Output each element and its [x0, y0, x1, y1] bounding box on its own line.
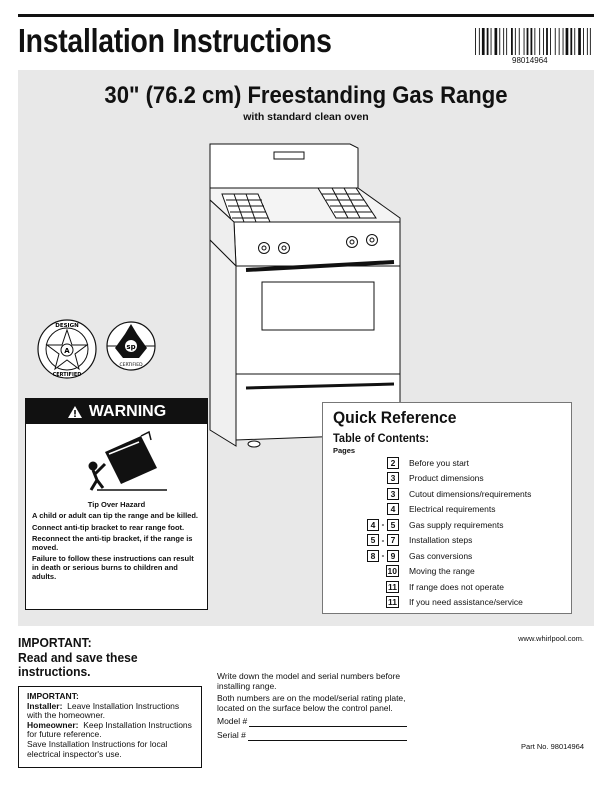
warning-paragraph: A child or adult can tip the range and be killed. [32, 511, 198, 520]
barcode-bar [583, 28, 584, 55]
page-range-dash: - [381, 535, 385, 545]
barcode-bar [506, 28, 507, 55]
warning-header [26, 399, 207, 424]
important-heading [18, 636, 138, 680]
important-heading-line: instructions. [18, 664, 91, 679]
page-end: 9 [387, 550, 399, 562]
warning-heading: WARNING [88, 402, 167, 420]
quick-reference-box [322, 402, 572, 614]
toc-pages [323, 457, 399, 469]
toc-pages [323, 503, 399, 515]
warning-box [25, 398, 208, 610]
barcode-bar [531, 28, 533, 55]
barcode-bar [487, 28, 489, 55]
barcode-bar [587, 28, 588, 55]
toc-list [323, 455, 573, 610]
installer-note [27, 702, 193, 721]
toc-item-label: Gas conversions [409, 550, 473, 561]
page-range-dash: - [381, 551, 385, 561]
toc-pages [323, 534, 399, 546]
toc-item-label: Product dimensions [409, 473, 484, 484]
toc-pages [323, 488, 399, 500]
page-start: 4 [387, 503, 399, 515]
toc-item-label: If range does not operate [409, 581, 504, 592]
product-subtitle: with standard clean oven [243, 111, 369, 123]
toc-item-label: Installation steps [409, 535, 473, 546]
warning-paragraph: Connect anti-tip bracket to rear range foot. [32, 522, 185, 532]
design-certified-seal-icon [36, 318, 98, 380]
barcode-number: 98014964 [512, 56, 548, 65]
toc-row [323, 486, 573, 502]
model-number-field[interactable] [217, 717, 407, 727]
barcode-bar [590, 28, 591, 55]
record-instruction: Both numbers are on the model/serial rating plate, located on the surface below the control panel. [217, 693, 406, 713]
important-heading-line: Read and save these [18, 649, 138, 665]
inspector-note: Save Installation Instructions for local electrical inspector's use. [27, 738, 168, 759]
serial-number-field[interactable] [217, 731, 407, 741]
toc-pages [323, 519, 399, 531]
warning-paragraph: Failure to follow these instructions can result in death or serious burns to children and adults. [32, 554, 194, 581]
toc-row [323, 595, 573, 611]
page-start: 11 [388, 581, 397, 592]
barcode-bar [566, 28, 569, 55]
page-range-dash: - [381, 520, 385, 530]
serial-line[interactable] [248, 732, 407, 741]
hazard-title: Tip Over Hazard [87, 500, 146, 509]
svg-text:A: A [64, 347, 70, 355]
warning-paragraph: Reconnect the anti-tip bracket, if the range is moved. [32, 534, 193, 552]
barcode-bar [503, 28, 504, 55]
product-title: 30" (76.2 cm) Freestanding Gas Range [104, 82, 508, 109]
toc-item-label: Moving the range [409, 566, 475, 577]
toc-row [323, 455, 573, 471]
barcode [474, 28, 592, 55]
barcode-bar [524, 28, 525, 55]
barcode-bar [527, 28, 529, 55]
barcode-bar [499, 28, 500, 55]
notice-heading: IMPORTANT: [27, 691, 79, 701]
part-number: Part No. 98014964 [521, 742, 584, 751]
homeowner-note [27, 721, 193, 740]
page-start: 5 [367, 534, 379, 546]
toc-pages [323, 565, 399, 577]
barcode-bar [479, 28, 480, 55]
toc-row [323, 564, 573, 580]
pages-label: Pages [333, 446, 356, 455]
barcode-bar [543, 28, 544, 55]
toc-pages [323, 472, 399, 484]
seal-text-top: DESIGN [55, 323, 79, 329]
toc-item-label: Before you start [409, 457, 470, 468]
model-line[interactable] [249, 718, 407, 727]
csa-certified-seal-icon [103, 318, 159, 374]
barcode-bar [491, 28, 492, 55]
page-start: 4 [367, 519, 379, 531]
header-rule [18, 14, 594, 17]
barcode-bar [578, 28, 581, 55]
toc-pages [323, 550, 399, 562]
toc-item-label: If you need assistance/service [409, 597, 523, 608]
toc-row [323, 533, 573, 549]
important-notice-box [18, 686, 202, 768]
page-start: 8 [367, 550, 379, 562]
toc-item-label: Electrical requirements [409, 504, 496, 515]
toc-row [323, 471, 573, 487]
barcode-bar [495, 28, 498, 55]
toc-item-label: Gas supply requirements [409, 519, 504, 530]
warning-triangle-icon [67, 405, 83, 419]
csa-seal-text: CERTIFIED [119, 363, 143, 368]
page-start: 10 [387, 566, 397, 577]
page-end: 5 [387, 519, 399, 531]
barcode-bar [534, 28, 535, 55]
barcode-bar [550, 28, 551, 55]
toc-pages [323, 581, 399, 593]
page-start: 11 [388, 597, 397, 608]
barcode-bar [539, 28, 540, 55]
barcode-bar [519, 28, 520, 55]
model-label: Model # [217, 716, 248, 727]
toc-row [323, 548, 573, 564]
toc-row [323, 579, 573, 595]
important-heading-line: IMPORTANT: [18, 635, 92, 650]
barcode-bar [570, 28, 572, 55]
barcode-bar [475, 28, 476, 55]
toc-pages [323, 596, 399, 608]
homeowner-text: Keep Installation Instructions for future reference. [27, 719, 192, 740]
toc-row [323, 502, 573, 518]
website-link[interactable]: www.whirlpool.com. [518, 634, 584, 643]
toc-title: Table of Contents: [333, 431, 430, 445]
record-instruction: Write down the model and serial numbers before installing range. [217, 671, 401, 691]
page-start: 3 [387, 472, 399, 484]
toc-row [323, 517, 573, 533]
page-start: 2 [387, 457, 399, 469]
barcode-bar [559, 28, 560, 55]
svg-text:sp: sp [126, 343, 136, 351]
page-title: Installation Instructions [18, 22, 332, 59]
record-numbers-section [217, 672, 407, 741]
page-end: 7 [387, 534, 399, 546]
barcode-bar [563, 28, 564, 55]
page-start: 3 [387, 488, 399, 500]
barcode-bar [546, 28, 548, 55]
seal-text-bottom: CERTIFIED [52, 372, 82, 378]
barcode-bar [482, 28, 485, 55]
homeowner-label: Homeowner: [27, 719, 79, 730]
tip-over-hazard-icon [57, 428, 177, 498]
installer-text: Leave Installation Instructions with the homeowner. [27, 700, 180, 721]
barcode-bar [555, 28, 556, 55]
serial-label: Serial # [217, 729, 246, 740]
toc-item-label: Cutout dimensions/requirements [409, 488, 532, 499]
installer-label: Installer: [27, 700, 63, 711]
barcode-bar [515, 28, 516, 55]
quick-reference-title: Quick Reference [333, 408, 457, 427]
barcode-bar [574, 28, 575, 55]
barcode-bar [511, 28, 513, 55]
